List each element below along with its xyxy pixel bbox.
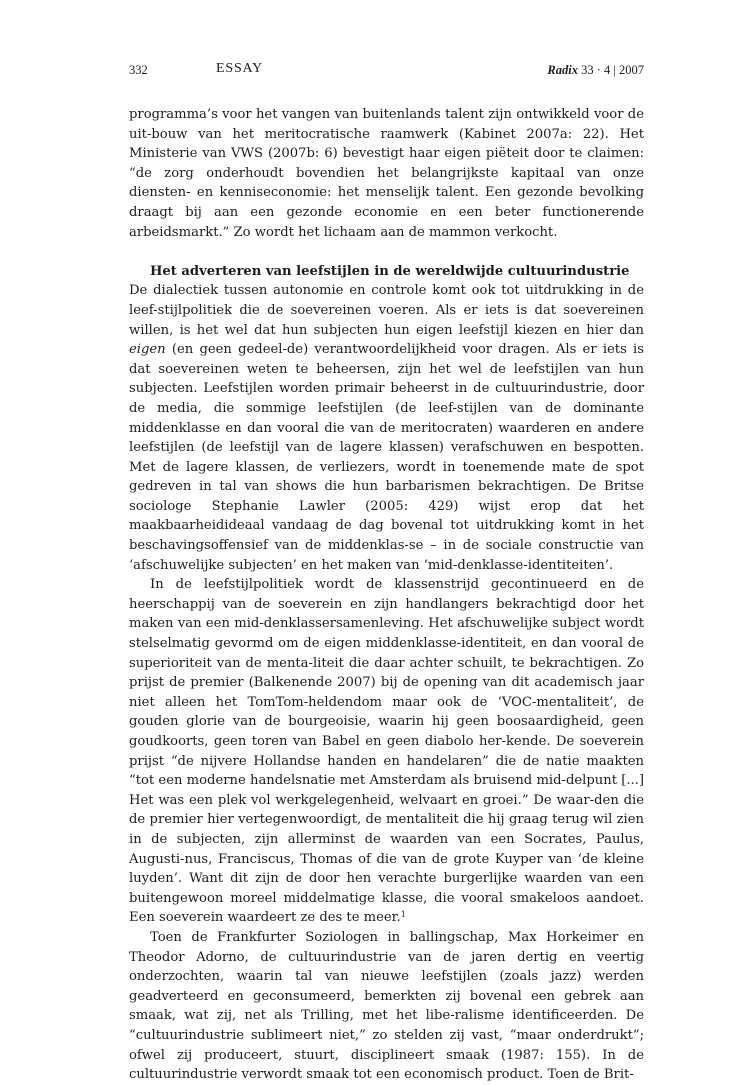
paragraph-2-text-b: (en geen gedeel-de) verantwoordelijkheid voor dragen. Als er iets is dat soevereinen weten te beheersen, zijn het wel de leefstijlen van hun subjecten. Leefstijlen worden primair beheerst in de cultuurindustrie, door de media, die sommige leefstijlen (de leef-stijlen van de dominante middenklasse en dan vooral die van de meritocraten) waarderen en andere leefstijlen (de leefstijl van de lagere klassen) verafschuwen en bespotten. Met de lagere klassen, de verliezers, wordt in toenemende mate de spot gedreven in tal van shows die hun barbarismen bekrachtigen. De Britse sociologe Stephanie Lawler (2005: 429) wijst erop dat het maakbaarheidideaal vandaag de dag bovenal tot uitdrukking komt in het beschavingsoffensief van de middenklas-se – in de sociale constructie van ‘afschuwelijke subjecten’ en het maken van ‘mid-denklasse-identiteiten’. bbox=[129, 342, 644, 573]
section-heading: Het adverteren van leefstijlen in de wereldwijde cultuurindustrie bbox=[150, 263, 630, 279]
paragraph-2 bbox=[129, 281, 644, 575]
paragraph-3 bbox=[129, 575, 644, 928]
paragraph-2-text-a: De dialectiek tussen autonomie en controle komt ook tot uitdrukking in de leef-stijlpolitiek die de soevereinen voeren. Als er iets is dat soevereinen willen, is het wel dat hun subjecten hun eigen leefstijl kiezen en hier dan bbox=[129, 283, 644, 338]
journal-reference bbox=[547, 63, 644, 78]
paragraph-4: Toen de Frankfurter Soziologen in ballingschap, Max Horkeimer en Theodor Adorno, de cultuurindustrie van de jaren dertig en veertig onderzochten, waarin tal van nieuwe leefstijlen (zoals jazz) werden geadverteerd en geconsumeerd, bemerkten zij bovenal een gebrek aan smaak, wat zij, net als Trilling, met het libe-ralisme identificeerden. De “cultuurindustrie sublimeert niet,” zo stelden zij vast, “maar onderdrukt”; ofwel zij produceert, stuurt, disciplineert smaak (1987: 155). In de cultuurindustrie verwordt smaak tot een economisch product. Toen de Brit- bbox=[129, 929, 644, 1083]
journal-issue: 33 · 4 | 2007 bbox=[581, 63, 644, 77]
footnote-marker[interactable]: 1 bbox=[400, 910, 406, 920]
section-title: ESSAY bbox=[216, 61, 264, 76]
running-header bbox=[129, 59, 644, 79]
emphasis-eigen: eigen bbox=[129, 342, 166, 358]
paragraph-1: programma’s voor het vangen van buitenlands talent zijn ontwikkeld voor de uit-bouw van het meritocratische raamwerk (Kabinet 2007a: 22). Het Ministerie van VWS (2007b: 6) bevestigt haar eigen piëteit door te claimen: “de zorg onderhoudt bovendien het belangrijkste kapitaal van onze diensten- en kenniseconomie: het menselijk talent. Een gezonde bevolking draagt bij aan een gezonde economie en een beter functionerende arbeidsmarkt.” Zo wordt het lichaam aan de mammon verkocht. bbox=[129, 107, 644, 240]
page-number: 332 bbox=[129, 63, 148, 77]
article-body bbox=[129, 105, 644, 1085]
paragraph-3-text: In de leefstijlpolitiek wordt de klassenstrijd gecontinueerd en de heerschappij van de soeverein en zijn handlangers bekrachtigd door het maken van een mid-denklassersamenleving. Het afschuwelijke subject wordt stelselmatig gevormd om de eigen middenklasse-identiteit, en dan vooral de superioriteit van de menta-liteit die daar achter schuilt, te bekrachtigen. Zo prijst de premier (Balkenende 2007) bij de opening van dit academisch jaar niet alleen het TomTom-heldendom maar ook de ‘VOC-mentaliteit’, de gouden glorie van de bourgeoisie, waarin hij geen boosaardigheid, geen goudkoorts, geen toren van Babel en geen diabolo her-kende. De soeverein prijst “de nijvere Hollandse handen en handelaren” die de natie maakten “tot een moderne handelsnatie met Amsterdam als bruisend mid-delpunt [...] Het was een plek vol werkgelegenheid, welvaart en groei.” De waar-den die de premier hier vertegenwoordigt, de mentaliteit die hij graag terug wil zien in de subjecten, zijn allerminst de waarden van een Socrates, Paulus, Augusti-nus, Franciscus, Thomas of die van de grote Kuyper van ‘de kleine luyden’. Want dit zijn de door hen verachte burgerlijke waarden van een buitengewoon moreel middelmatige klasse, die vooral smakeloos aandoet. Een soeverein waardeert ze des te meer. bbox=[129, 577, 644, 926]
journal-name: Radix bbox=[547, 63, 578, 77]
